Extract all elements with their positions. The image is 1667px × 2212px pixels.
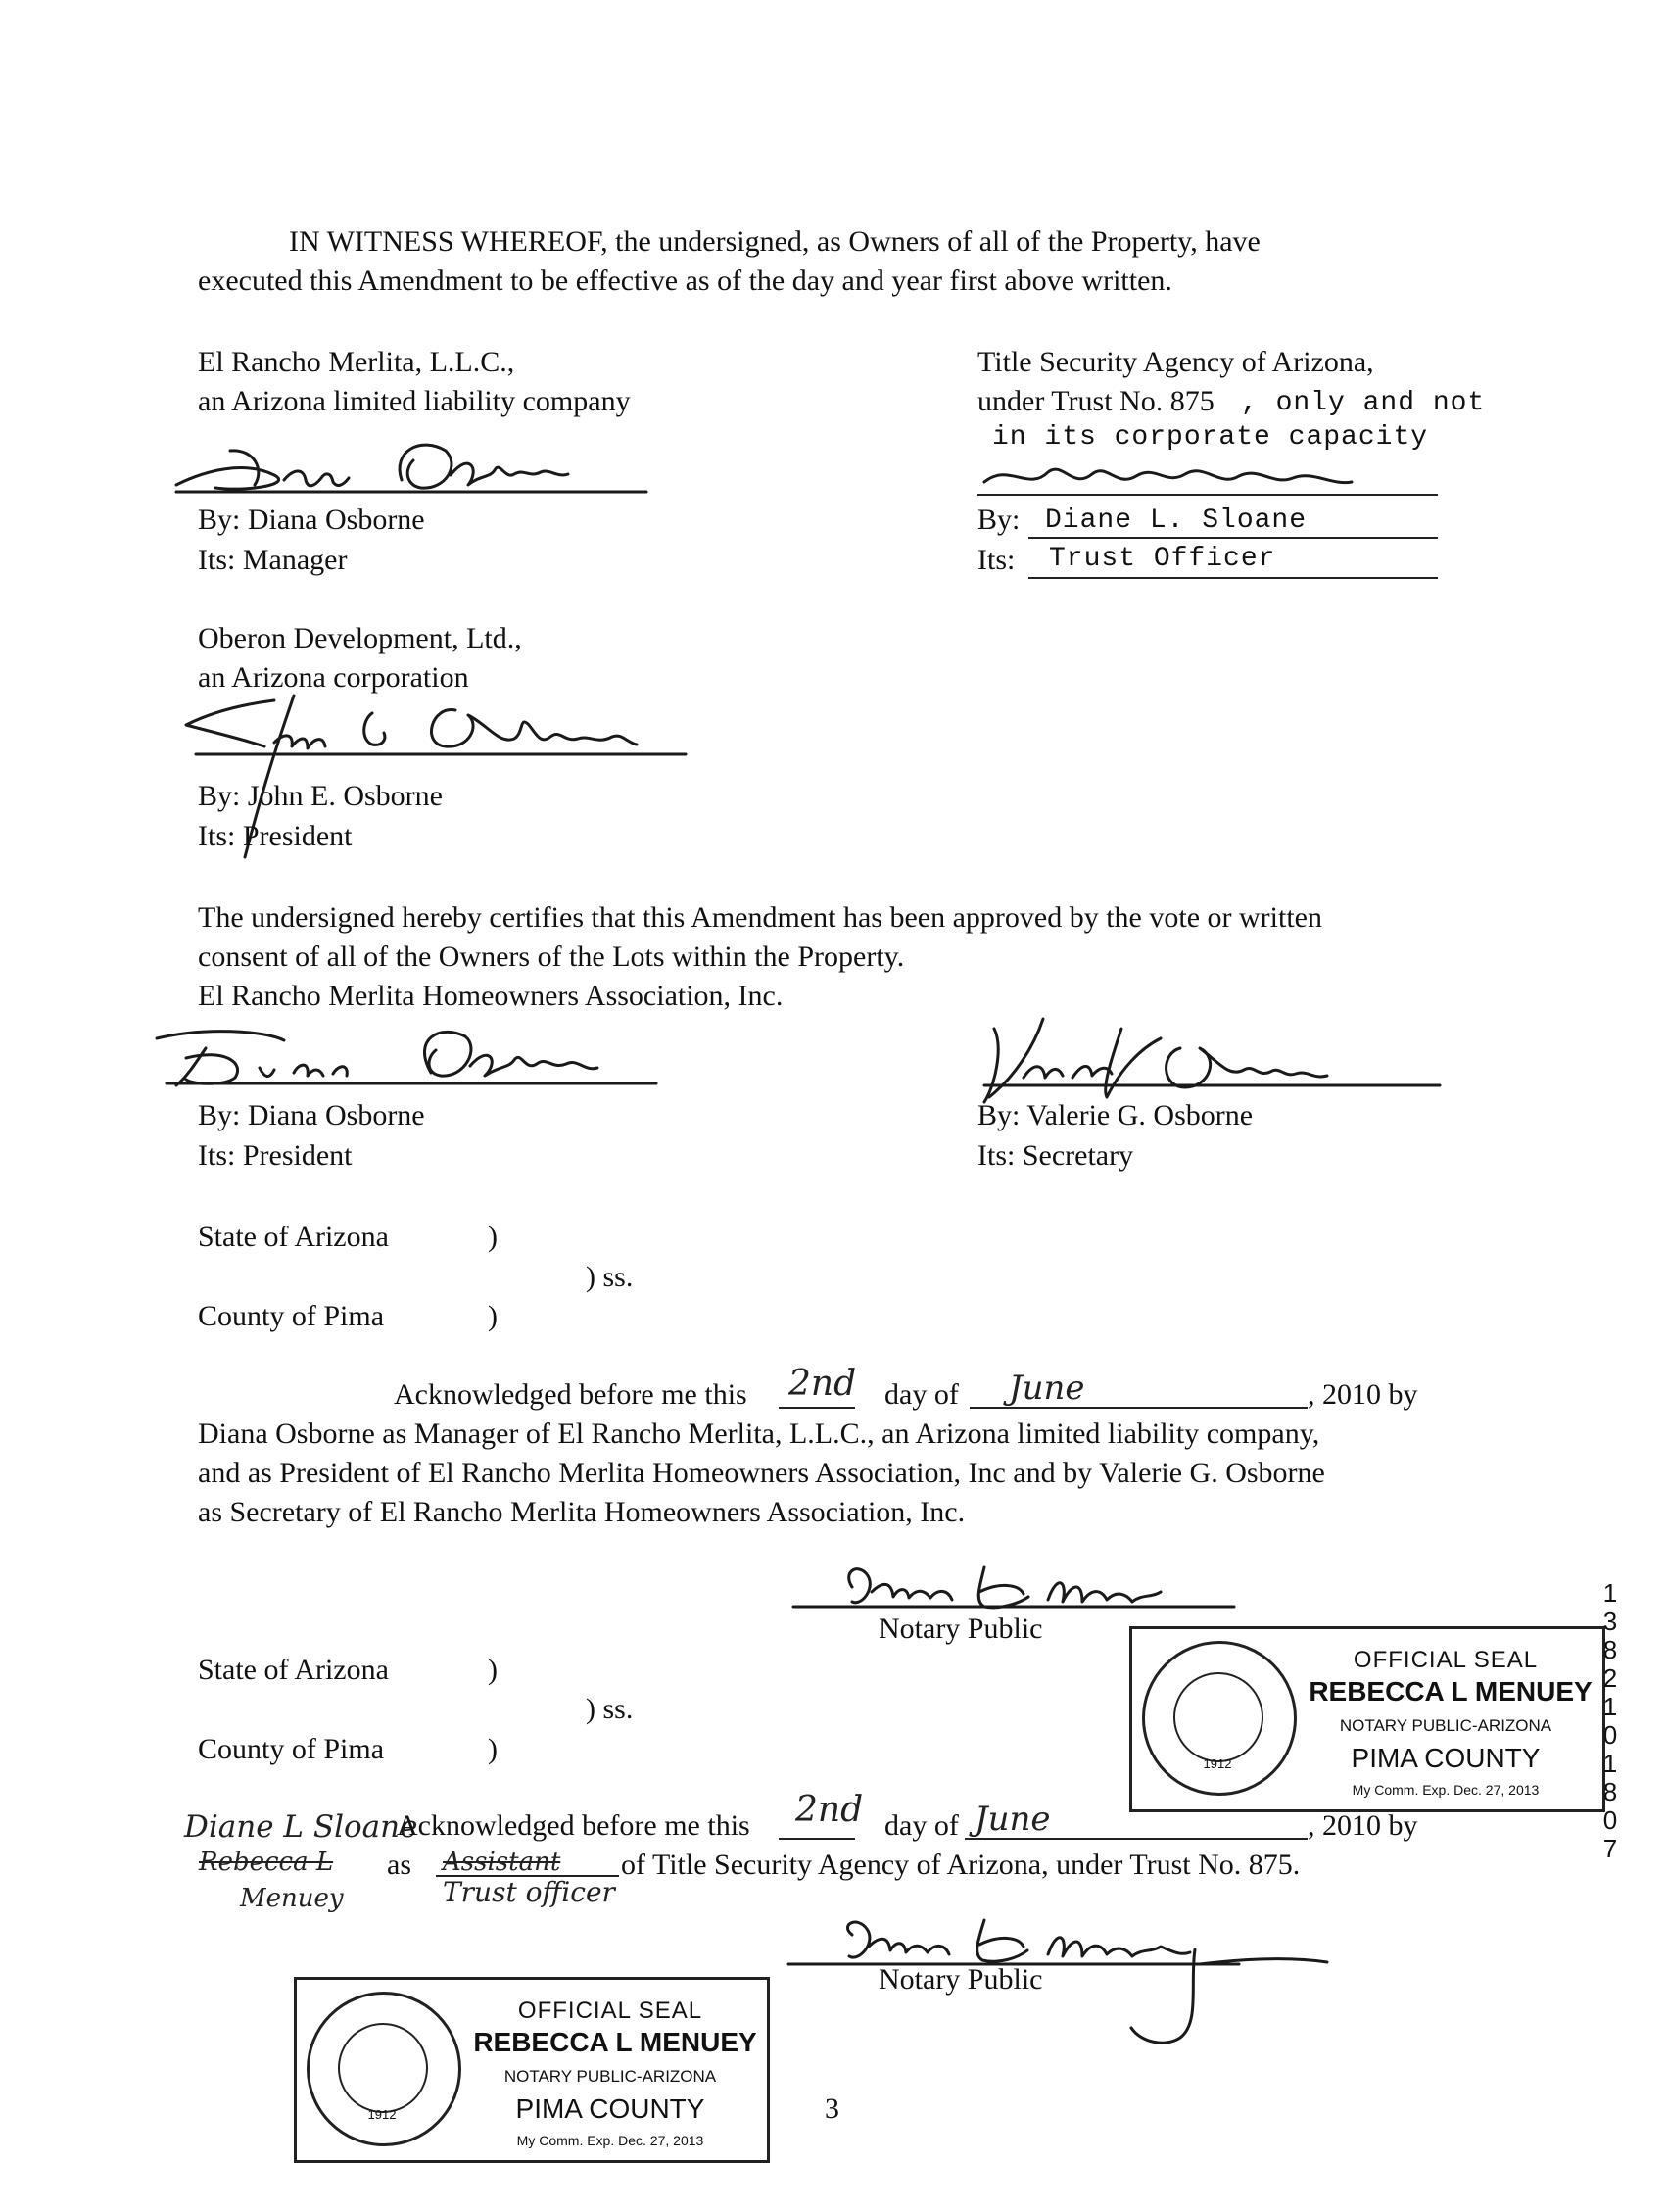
trust-its-label: Its: (977, 544, 1016, 576)
state-seal-inner-icon (1173, 1672, 1263, 1762)
hoa-president-its: Its: President (198, 1139, 353, 1172)
trust-by-line (1028, 537, 1438, 539)
seal-county-2: PIMA COUNTY (515, 2093, 705, 2124)
notary1-body-3: as Secretary of El Rancho Merlita Homeowners Association, Inc. (198, 1496, 966, 1528)
notary1-month-line (970, 1407, 1308, 1409)
notary1-body-1: Diana Osborne as Manager of El Rancho Merlita, L.L.C., an Arizona limited liability company, (198, 1418, 1320, 1450)
notary2-county-paren: ) (488, 1733, 498, 1765)
intro-line-1: IN WITNESS WHEREOF, the undersigned, as Owners of all of the Property, have (289, 225, 1261, 258)
seal-emblem-year: 1912 (1203, 1756, 1232, 1771)
notary1-ss: ) ss. (586, 1261, 634, 1293)
trust-its-value: Trust Officer (1049, 544, 1276, 574)
seal-name-2: REBECCA L MENUEY (473, 2027, 757, 2057)
trust-its-line (1028, 577, 1438, 579)
notary2-day-line (779, 1838, 855, 1840)
oberon-by: By: John E. Osborne (198, 780, 443, 812)
state-seal-inner-icon-2 (338, 2023, 428, 2113)
oberon-type: an Arizona corporation (198, 661, 469, 694)
seal-name: REBECCA L MENUEY (1309, 1676, 1593, 1707)
seal-title: OFFICIAL SEAL (1353, 1647, 1539, 1673)
notary1-county: County of Pima (198, 1300, 385, 1332)
notary2-ss: ) ss. (586, 1693, 634, 1725)
diana-osborne-signature-1 (157, 431, 666, 509)
notary2-as: as (387, 1849, 411, 1881)
notary2-state: State of Arizona (198, 1654, 389, 1686)
notary2-label: Notary Public (879, 1963, 1043, 1996)
oberon-its: Its: President (198, 820, 353, 852)
notary1-day-hand: 2nd (788, 1364, 857, 1404)
seal-emblem-year-2: 1912 (367, 2107, 397, 2122)
notary1-body-2: and as President of El Rancho Merlita Homeowners Association, Inc and by Valerie G. Osborne (198, 1457, 1325, 1489)
notary1-state: State of Arizona (198, 1221, 389, 1253)
notary1-county-paren: ) (488, 1300, 498, 1332)
notary1-state-paren: ) (488, 1221, 498, 1253)
diana-osborne-signature-2 (147, 1019, 676, 1097)
trust-by-value: Diane L. Sloane (1045, 505, 1308, 536)
notary2-name-hand: Diane L Sloane (184, 1809, 418, 1845)
notary2-county: County of Pima (198, 1733, 385, 1765)
trust-by-label: By: (977, 504, 1021, 536)
seal-expiry: My Comm. Exp. Dec. 27, 2013 (1352, 1782, 1540, 1798)
seal-expiry-2: My Comm. Exp. Dec. 27, 2013 (516, 2133, 704, 2148)
trust-capacity-typed-2: in its corporate capacity (992, 422, 1429, 453)
notary1-day-line (779, 1407, 855, 1409)
seal-title-2: OFFICIAL SEAL (517, 1997, 703, 2024)
cert-line-3: El Rancho Merlita Homeowners Association, Inc. (198, 980, 784, 1012)
notary2-rest: of Title Security Agency of Arizona, under Trust No. 875. (621, 1849, 1301, 1881)
notary2-struck-name: Rebecca L (199, 1848, 334, 1877)
notary1-day-of: day of (884, 1378, 959, 1411)
trust-signature-line (977, 494, 1438, 496)
page-number: 3 (825, 2092, 839, 2125)
notary1-signature (784, 1553, 1332, 1621)
llc-its: Its: Manager (198, 544, 348, 576)
notary2-state-paren: ) (488, 1654, 498, 1686)
valerie-osborne-signature (965, 1009, 1454, 1107)
notary1-ack-prefix: Acknowledged before me this (394, 1378, 747, 1411)
notary2-struck-role: Assistant (443, 1848, 561, 1877)
notary2-month-line (965, 1838, 1308, 1840)
trust-company-name: Title Security Agency of Arizona, (977, 346, 1374, 378)
seal-role: NOTARY PUBLIC-ARIZONA (1339, 1716, 1552, 1735)
notary-seal-2 (294, 1977, 770, 2163)
notary2-day-hand: 2nd (795, 1790, 864, 1830)
bates-number: 1 3 8 2 1 0 1 8 0 7 (1602, 1578, 1618, 1863)
trust-number: under Trust No. 875 (977, 385, 1215, 417)
llc-name: El Rancho Merlita, L.L.C., (198, 346, 515, 378)
notary-seal-1 (1129, 1626, 1605, 1812)
notary2-ack-prefix: Acknowledged before me this (397, 1809, 750, 1842)
notary1-label: Notary Public (879, 1612, 1043, 1645)
hoa-president-by: By: Diana Osborne (198, 1099, 425, 1131)
notary2-signature (779, 1905, 1425, 2052)
seal-county: PIMA COUNTY (1351, 1743, 1541, 1773)
intro-line-2: executed this Amendment to be effective as of the day and year first above written. (198, 264, 1172, 297)
notary2-year: , 2010 by (1308, 1809, 1418, 1842)
notary1-month-hand: June (1009, 1369, 1085, 1408)
notary2-day-of: day of (884, 1809, 959, 1842)
notary2-struck-name-2: Menuey (240, 1884, 344, 1913)
hoa-secretary-its: Its: Secretary (977, 1139, 1134, 1172)
hoa-secretary-by: By: Valerie G. Osborne (977, 1099, 1254, 1131)
seal-role-2: NOTARY PUBLIC-ARIZONA (503, 2067, 717, 2086)
llc-type: an Arizona limited liability company (198, 385, 631, 417)
cert-line-2: consent of all of the Owners of the Lots within the Property. (198, 940, 905, 973)
llc-by: By: Diana Osborne (198, 504, 425, 536)
notary1-year: , 2010 by (1308, 1378, 1418, 1411)
cert-line-1: The undersigned hereby certifies that this Amendment has been approved by the vote or written (198, 901, 1322, 934)
oberon-name: Oberon Development, Ltd., (198, 622, 522, 654)
notary2-role-hand: Trust officer (443, 1876, 615, 1908)
notary2-month-hand: June (975, 1800, 1051, 1839)
trust-capacity-typed-1: , only and not (1241, 388, 1486, 418)
